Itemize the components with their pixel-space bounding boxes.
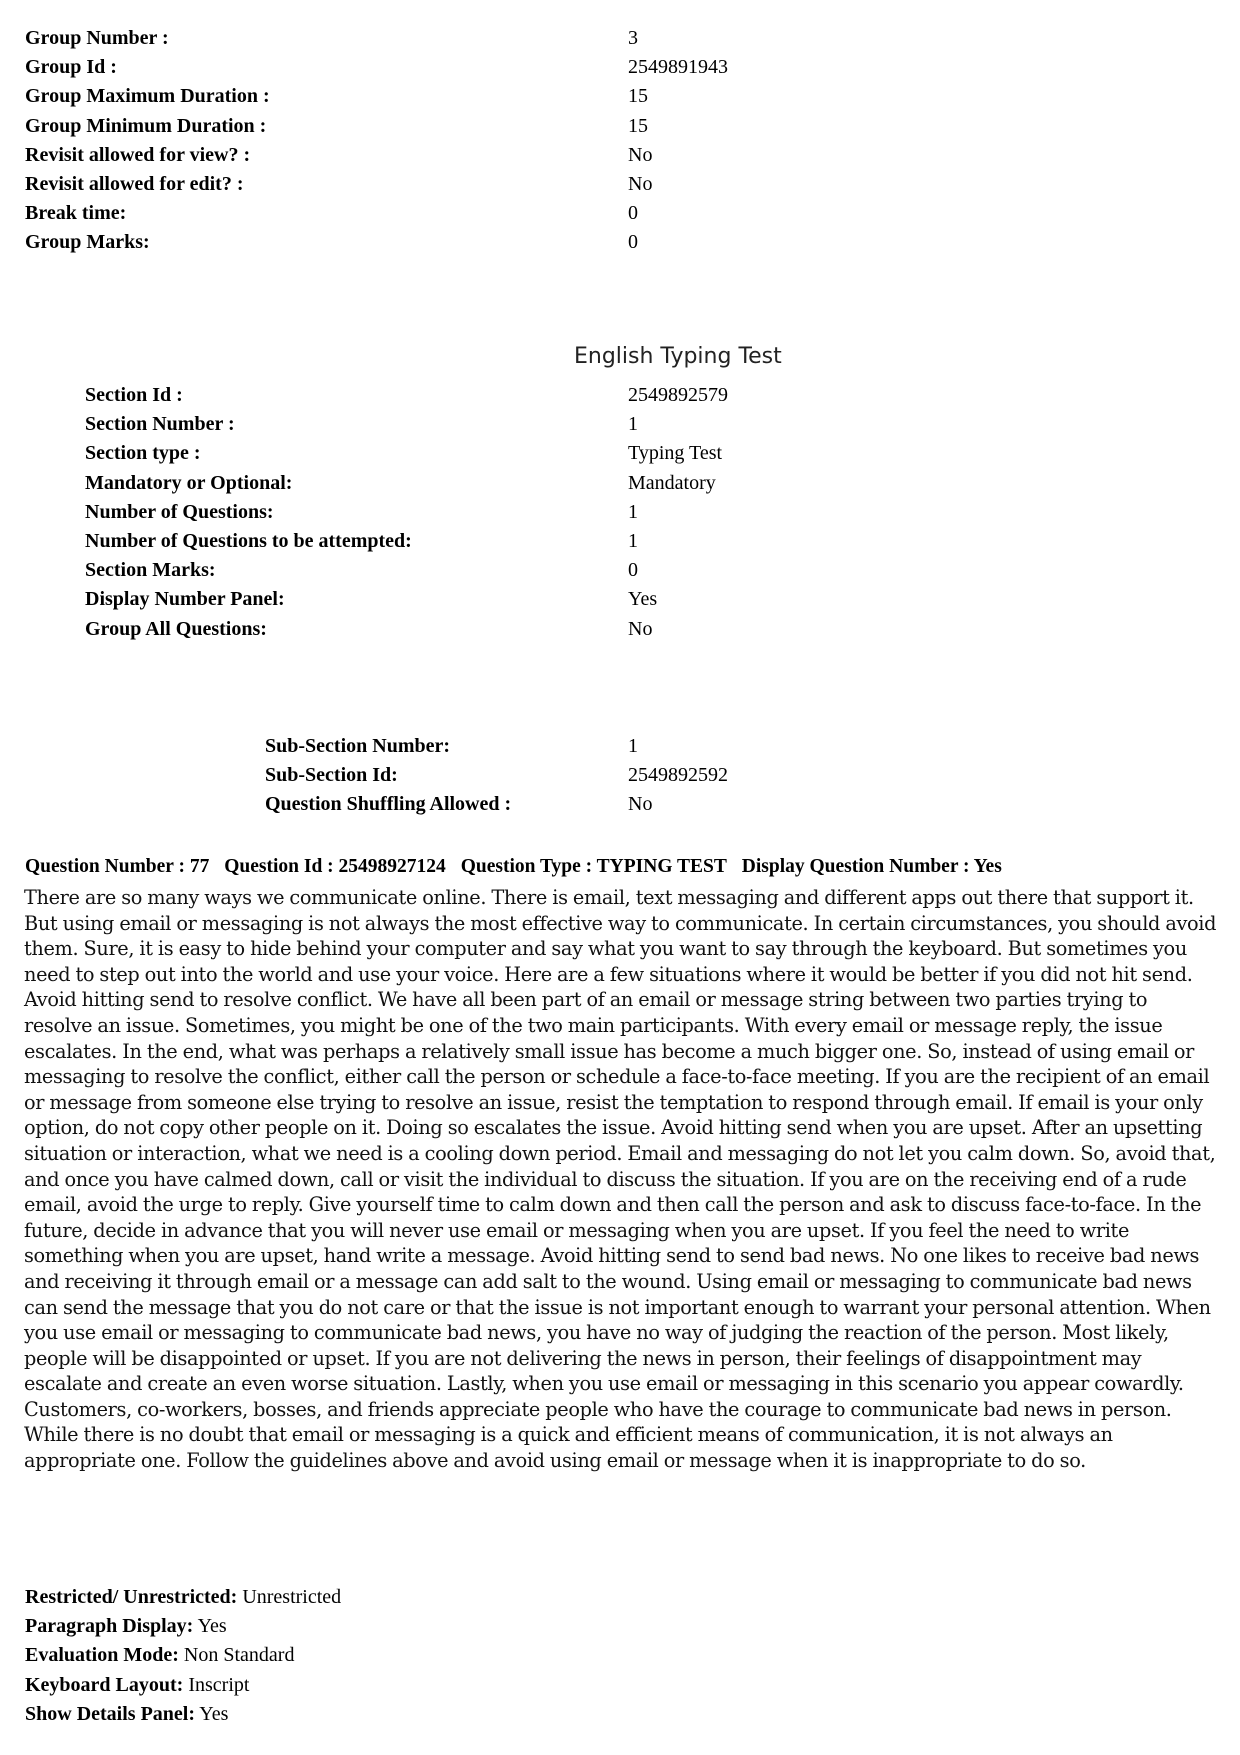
field-label: Group All Questions: (85, 617, 267, 640)
field-value: 1 (628, 500, 638, 523)
field-value: 2549892579 (628, 384, 728, 406)
group-details (0, 24, 1240, 258)
field-value: No (628, 143, 653, 166)
field-label: Section Number : (85, 413, 235, 436)
field-label: Display Number Panel: (85, 588, 285, 611)
field-label: Section Id : (85, 384, 183, 406)
field-value: 0 (628, 559, 638, 582)
field-value: 0 (628, 231, 638, 254)
section-row (0, 585, 1240, 614)
section-row (0, 410, 1240, 439)
field-label: Number of Questions: (85, 500, 274, 523)
option-value: Inscript (188, 1673, 250, 1696)
option-row (0, 1612, 1240, 1641)
subsection-row (0, 790, 1240, 819)
option-value: Non Standard (183, 1644, 295, 1667)
field-label: Group Marks: (25, 231, 150, 254)
question-number: Question Number : 77 (25, 856, 210, 877)
field-label: Section type : (85, 442, 201, 465)
field-value: 1 (628, 413, 638, 436)
section-row (0, 498, 1240, 527)
option-label: Paragraph Display: (25, 1615, 194, 1638)
field-value: Mandatory (628, 471, 716, 494)
group-row (0, 112, 1240, 141)
field-label: Group Id : (25, 56, 117, 79)
option-row (0, 1700, 1240, 1729)
field-label: Revisit allowed for view? : (25, 143, 251, 166)
display-question-number: Display Question Number : Yes (741, 856, 1002, 877)
field-value: Typing Test (628, 442, 723, 465)
subsection-row (0, 761, 1240, 790)
field-label: Revisit allowed for edit? : (25, 172, 244, 195)
group-row (0, 170, 1240, 199)
section-row (0, 556, 1240, 585)
question-type: Question Type : TYPING TEST (460, 856, 727, 877)
field-value: No (628, 617, 653, 640)
option-value: Yes (197, 1615, 227, 1638)
subsection-details (0, 732, 1240, 820)
field-value: 3 (628, 27, 638, 49)
group-row (0, 199, 1240, 228)
typing-passage: There are so many ways we communicate online. There is email, text messaging and different apps out there that support it. But using email or messaging is not always the most effective way to communicate. In certain circumstances, you should avoid them. Sure, it is easy to hide behind your computer and say what you want to say through the keyboard. But sometimes you need to step out into the world and use your voice. Here are a few situations where it would be better if you did not hit send. Avoid hitting send to resolve conflict. We have all been part of an email or message string between two parties trying to resolve an issue. Sometimes, you might be one of the two main participants. With every email or message reply, the issue escalates. In the end, what was perhaps a relatively small issue has become a much bigger one. So, instead of using email or messaging to resolve the conflict, either call the person or schedule a face-to-face meeting. If you are the recipient of an email or message from someone else trying to resolve an issue, resist the temptation to respond through email. If email is your only option, do not copy other people on it. Doing so escalates the issue. Avoid hitting send when you are upset. After an upsetting situation or interaction, what we need is a cooling down period. Email and messaging do not let you calm down. So, avoid that, and once you have calmed down, call or visit the individual to discuss the situation. If you are on the receiving end of a rude email, avoid the urge to reply. Give yourself time to calm down and then call the person and ask to discuss face-to-face. In the future, decide in advance that you will never use email or messaging when you are upset. If you feel the need to write something when you are upset, hand write a message. Avoid hitting send to send bad news. No one likes to receive bad news and receiving it through email or a message can add salt to the wound. Using email or messaging to communicate bad news can send the message that you do not care or that the issue is not important enough to warrant your personal attention. When you use email or messaging to communicate bad news, you have no way of judging the reaction of the person. Most likely, people will be disappointed or upset. If you are not delivering the news in person, their feelings of disappointment may escalate and create an even worse situation. Lastly, when you use email or messaging in this scenario you appear cowardly. Customers, co-workers, bosses, and friends appreciate people who have the courage to communicate bad news in person. While there is no doubt that email or messaging is a quick and efficient means of communication, it is not always an appropriate one. Follow the guidelines above and avoid using email or message when it is inappropriate to do so. (24, 886, 1217, 1473)
field-value: No (628, 793, 653, 816)
field-label: Break time: (25, 202, 127, 225)
group-row (0, 53, 1240, 82)
group-row (0, 141, 1240, 170)
question-header (25, 856, 1012, 878)
field-value: 2549892592 (628, 764, 728, 787)
field-label: Mandatory or Optional: (85, 471, 293, 494)
option-label: Show Details Panel: (25, 1702, 195, 1725)
section-title: English Typing Test (574, 344, 782, 369)
option-value: Yes (199, 1702, 229, 1725)
option-label: Restricted/ Unrestricted: (25, 1586, 238, 1608)
field-value: 15 (628, 85, 648, 108)
field-value: 1 (628, 529, 638, 552)
subsection-row (0, 732, 1240, 761)
field-value: Yes (628, 588, 658, 611)
option-row (0, 1671, 1240, 1700)
option-label: Evaluation Mode: (25, 1644, 179, 1667)
section-row (0, 439, 1240, 468)
field-value: No (628, 172, 653, 195)
field-label: Group Minimum Duration : (25, 114, 267, 137)
section-details (0, 381, 1240, 644)
option-label: Keyboard Layout: (25, 1673, 184, 1696)
option-row (0, 1583, 1240, 1612)
question-id: Question Id : 25498927124 (224, 856, 446, 877)
field-label: Question Shuffling Allowed : (265, 793, 512, 816)
field-label: Sub-Section Number: (265, 735, 451, 757)
option-value: Unrestricted (242, 1586, 342, 1608)
section-row (0, 381, 1240, 410)
group-row (0, 228, 1240, 257)
field-value: 1 (628, 735, 638, 757)
question-options (0, 1583, 1240, 1729)
field-label: Group Number : (25, 27, 169, 49)
field-value: 2549891943 (628, 56, 728, 79)
group-row (0, 24, 1240, 53)
field-label: Section Marks: (85, 559, 216, 582)
section-row (0, 469, 1240, 498)
section-row (0, 615, 1240, 644)
field-label: Sub-Section Id: (265, 764, 398, 787)
field-value: 0 (628, 202, 638, 225)
option-row (0, 1641, 1240, 1670)
group-row (0, 82, 1240, 111)
field-label: Number of Questions to be attempted: (85, 529, 412, 552)
section-row (0, 527, 1240, 556)
field-label: Group Maximum Duration : (25, 85, 270, 108)
field-value: 15 (628, 114, 648, 137)
